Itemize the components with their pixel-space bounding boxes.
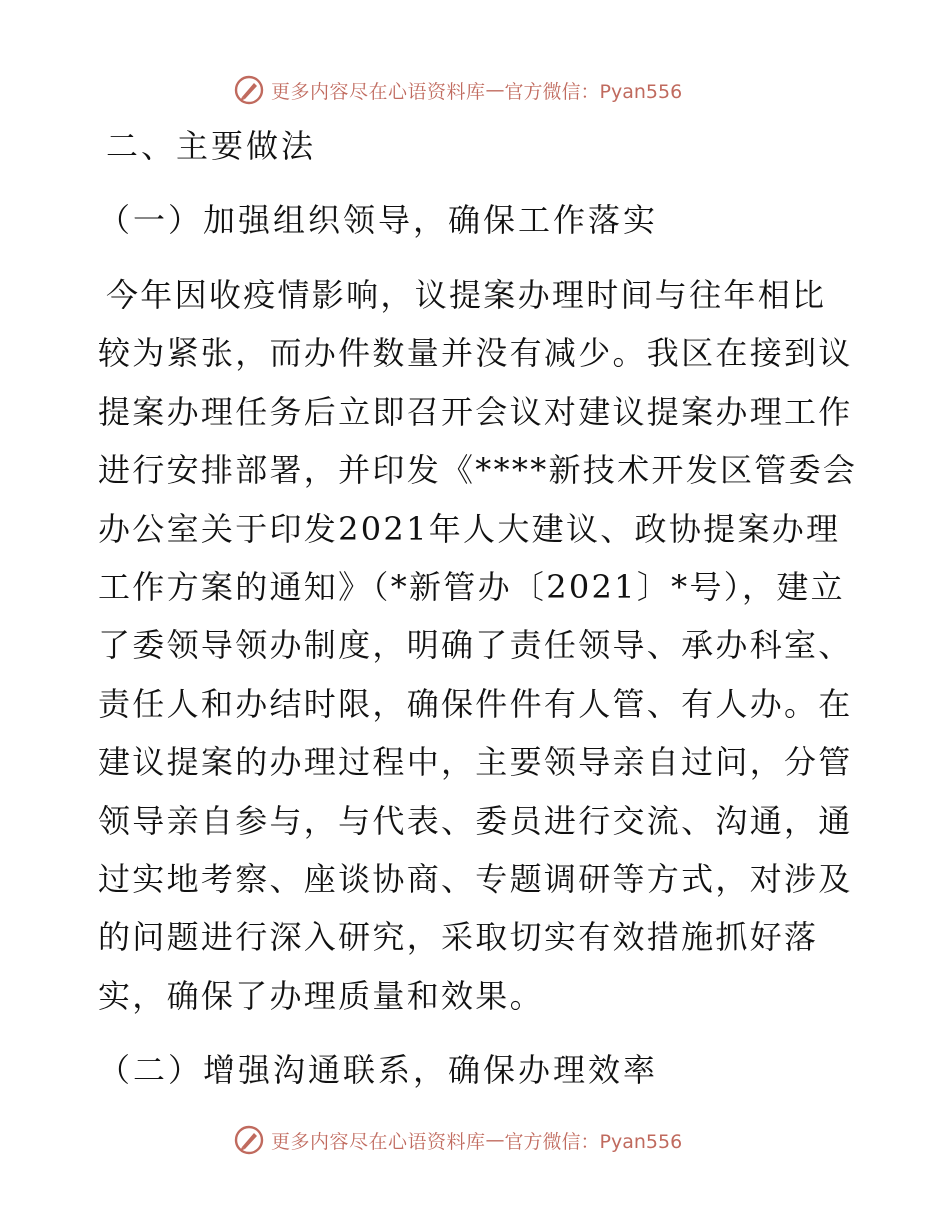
paragraph-line: 进行安排部署，并印发《****新技术开发区管委会 xyxy=(98,451,858,490)
paragraph-line: 实，确保了办理质量和效果。 xyxy=(98,976,544,1015)
paragraph-line: 提案办理任务后立即召开会议对建议提案办理工作 xyxy=(98,392,853,431)
watermark-text: 更多内容尽在心语资料库 xyxy=(271,80,486,103)
watermark-separator: — xyxy=(485,1129,505,1151)
footer-watermark xyxy=(233,1123,682,1157)
subsection-heading-1: （一）加强组织领导，确保工作落实 xyxy=(98,201,659,239)
paragraph-line: 领导亲自参与，与代表、委员进行交流、沟通，通 xyxy=(98,801,853,840)
paragraph-line: 较为紧张，而办件数量并没有减少。我区在接到议 xyxy=(98,334,853,373)
paragraph-line: 今年因收疫情影响，议提案办理时间与往年相比 xyxy=(106,276,827,314)
paragraph-line: 办公室关于印发2021年人大建议、政协提案办理 xyxy=(98,509,841,548)
quill-pen-logo-icon xyxy=(233,74,265,106)
paragraph-line: 了委领导领办制度，明确了责任领导、承办科室、 xyxy=(98,626,853,665)
section-heading: 二、主要做法 xyxy=(106,127,317,165)
header-watermark xyxy=(233,73,682,107)
paragraph-line: 的问题进行深入研究，采取切实有效措施抓好落 xyxy=(98,918,819,957)
watermark-contact: 官方微信：Pyan556 xyxy=(504,80,683,103)
watermark-separator: — xyxy=(485,79,505,101)
body-paragraph xyxy=(98,266,858,1025)
watermark-contact: 官方微信：Pyan556 xyxy=(504,1130,683,1153)
paragraph-line: 建议提案的办理过程中，主要领导亲自过问，分管 xyxy=(98,743,853,782)
watermark-text: 更多内容尽在心语资料库 xyxy=(271,1130,486,1153)
subsection-heading-2: （二）增强沟通联系，确保办理效率 xyxy=(98,1051,659,1089)
paragraph-line: 工作方案的通知》（*新管办〔2021〕*号），建立 xyxy=(98,567,845,606)
paragraph-line: 过实地考察、座谈协商、专题调研等方式，对涉及 xyxy=(98,859,853,898)
quill-pen-logo-icon xyxy=(233,1124,265,1156)
paragraph-line: 责任人和办结时限，确保件件有人管、有人办。在 xyxy=(98,684,853,723)
